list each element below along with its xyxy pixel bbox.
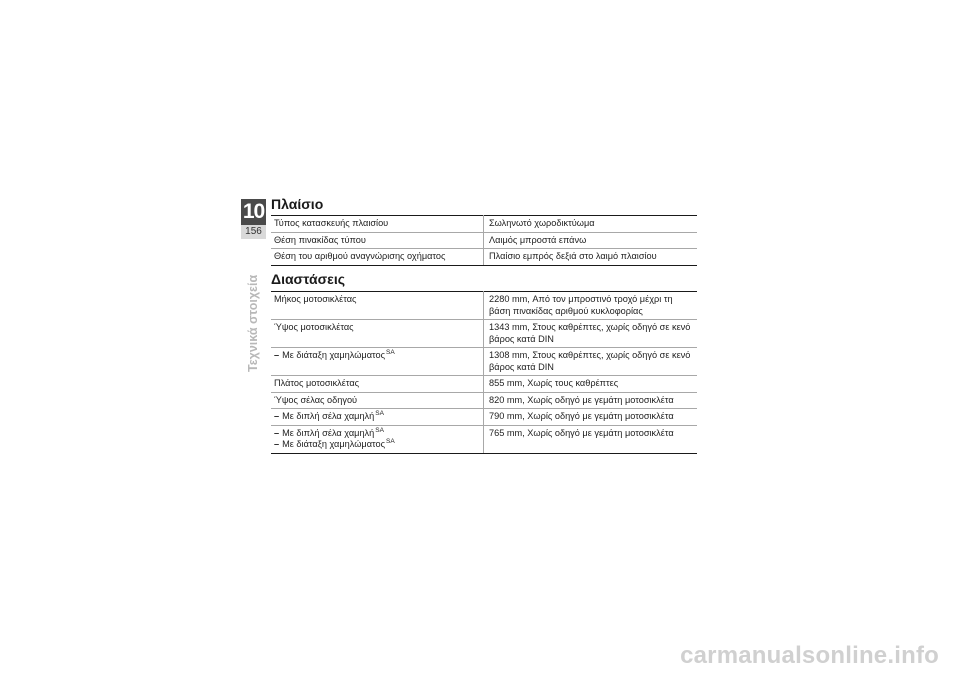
table-row [271, 216, 697, 233]
value-line: 765 mm, Χωρίς οδηγό με γεμάτη μοτοσικλέτα [489, 427, 674, 438]
section-heading-dimensions: Διαστάσεις [271, 271, 345, 287]
dash-marker: – [274, 439, 280, 449]
row-value [484, 216, 698, 233]
page-number: 156 [241, 225, 266, 239]
label-line: – Με διπλή σέλα χαμηλή$^{SA}$ [274, 426, 384, 438]
chapter-number: 10 [242, 200, 265, 223]
label-line: Μήκος μοτοσικλέτας [274, 294, 357, 304]
label-line: Πλάτος μοτοσικλέτας [274, 378, 360, 388]
value-line: 2280 mm, Από τον μπροστινό τροχό μέχρι τη [489, 294, 673, 304]
row-label [271, 232, 484, 249]
frame-spec-table [271, 215, 697, 266]
value-line: 1308 mm, Στους καθρέπτες, χωρίς οδηγό σε κενό [489, 350, 691, 360]
value-line: 820 mm, Χωρίς οδηγό με γεμάτη μοτοσικλέτα [489, 394, 674, 405]
special-equipment-marker: SA [375, 426, 384, 434]
label-line: Θέση του αριθμού αναγνώρισης οχήματος [274, 251, 446, 261]
row-label [271, 425, 484, 453]
row-label [271, 292, 484, 320]
row-value [484, 392, 698, 409]
special-equipment-marker: SA [386, 349, 395, 356]
row-value [484, 376, 698, 393]
watermark: carmanualsonline.info [680, 642, 939, 669]
chapter-title: Τεχνικά στοιχεία [246, 274, 260, 372]
row-value [484, 348, 698, 376]
label-line: Ύψος μοτοσικλέτας [274, 322, 354, 332]
dash-marker: – [274, 350, 280, 360]
row-label [271, 320, 484, 348]
dash-marker: – [274, 427, 280, 438]
section-heading-frame: Πλαίσιο [271, 196, 324, 212]
table-row [271, 425, 697, 453]
row-value [484, 425, 698, 453]
dimensions-spec-table [271, 291, 697, 454]
value-line: βάση πινακίδας αριθμού κυκλοφορίας [489, 305, 643, 316]
label-line: Θέση πινακίδας τύπου [274, 234, 366, 245]
value-line: Πλαίσιο εμπρός δεξιά στο λαιμό πλαισίου [489, 251, 657, 261]
row-value [484, 249, 698, 266]
row-label [271, 249, 484, 266]
value-line: 1343 mm, Στους καθρέπτες, χωρίς οδηγό σε κενό [489, 322, 691, 332]
table-row [271, 376, 697, 393]
row-value [484, 409, 698, 426]
table-row [271, 392, 697, 409]
row-label [271, 376, 484, 393]
row-value [484, 292, 698, 320]
label-line: Τύπος κατασκευής πλαισίου [274, 218, 389, 228]
row-value [484, 232, 698, 249]
label-line: Ύψος σέλας οδηγού [274, 394, 358, 405]
table-row [271, 348, 697, 376]
table-row [271, 249, 697, 266]
row-value [484, 320, 698, 348]
value-line: Λαιμός μπροστά επάνω [489, 234, 587, 245]
row-label [271, 409, 484, 426]
value-line: 855 mm, Χωρίς τους καθρέπτες [489, 378, 619, 388]
special-equipment-marker: SA [386, 438, 395, 445]
chapter-tab [241, 199, 266, 239]
table-row [271, 320, 697, 348]
table-row [271, 232, 697, 249]
label-line: – Με διάταξη χαμηλώματος$^{SA}$ [274, 349, 395, 360]
value-line: Σωληνωτό χωροδικτύωμα [489, 218, 595, 228]
row-label [271, 216, 484, 233]
table-row [271, 292, 697, 320]
table-row [271, 409, 697, 426]
row-label [271, 348, 484, 376]
value-line: 790 mm, Χωρίς οδηγό με γεμάτη μοτοσικλέτα [489, 411, 674, 421]
label-line: – Με διάταξη χαμηλώματος$^{SA}$ [274, 438, 395, 449]
row-label [271, 392, 484, 409]
value-line: βάρος κατά DIN [489, 333, 554, 344]
label-line: – Με διπλή σέλα χαμηλή$^{SA}$ [274, 410, 384, 421]
special-equipment-marker: SA [375, 410, 384, 417]
dash-marker: – [274, 411, 280, 421]
value-line: βάρος κατά DIN [489, 361, 554, 372]
